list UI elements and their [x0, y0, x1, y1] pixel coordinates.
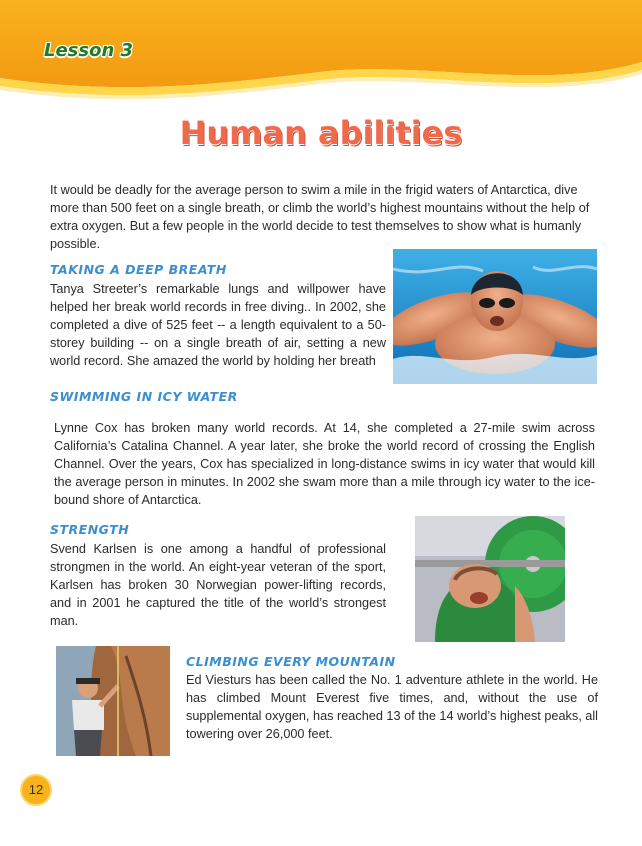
section-text-strength: Svend Karlsen is one among a handful of professional strongmen in the world. An eight-year veteran of the sport, Karlsen has broken 30 Norwegian power-lifting records, and in 2001 he captured the title of the world’s strongest man.	[50, 542, 386, 628]
page-title: Human abilities	[179, 114, 463, 152]
intro-paragraph: It would be deadly for the average person to swim a mile in the frigid waters of Antarctica, dive more than 500 feet on a single breath, or climb the world’s highest mountains without the help of extra oxygen. But a few people in the world decide to test themselves to show what is humanly possible.	[50, 183, 590, 251]
section-heading-deep-breath: TAKING A DEEP BREATH	[50, 262, 227, 277]
weightlifter-photo	[415, 516, 565, 642]
section-heading-icy-water: SWIMMING IN ICY WATER	[50, 389, 238, 404]
section-text-icy-water: Lynne Cox has broken many world records. At 14, she completed a 27-mile swim across California’s Catalina Channel. A year later, she broke the world record of crossing the English Channel. Over the years, Cox has specialized in long-distance swims in icy water that would kill the average person in minutes. In 2002 she swam more than a mile through icy water to the ice-bound shore of Antarctica.	[54, 421, 595, 507]
swimmer-photo	[393, 249, 597, 384]
section-text-climbing: Ed Viesturs has been called the No. 1 adventure athlete in the world. He has climbed Mount Everest five times, and, without the use of supplemental oxygen, has reached 13 of the 14 world’s highest peaks, all towering over 26,000 feet.	[186, 673, 598, 741]
section-heading-climbing: CLIMBING EVERY MOUNTAIN	[186, 654, 396, 669]
climber-photo	[56, 646, 170, 756]
lesson-label: Lesson 3	[44, 40, 134, 61]
page-number: 12	[20, 774, 52, 806]
section-text-deep-breath: Tanya Streeter’s remarkable lungs and willpower have helped her break world records in free diving.. In 2002, she completed a dive of 525 feet -- a length equivalent to a 50-storey building -- on a single breath of air, setting a new world record. She amazed the world by holding her breath	[50, 282, 386, 368]
section-heading-strength: STRENGTH	[50, 522, 130, 537]
